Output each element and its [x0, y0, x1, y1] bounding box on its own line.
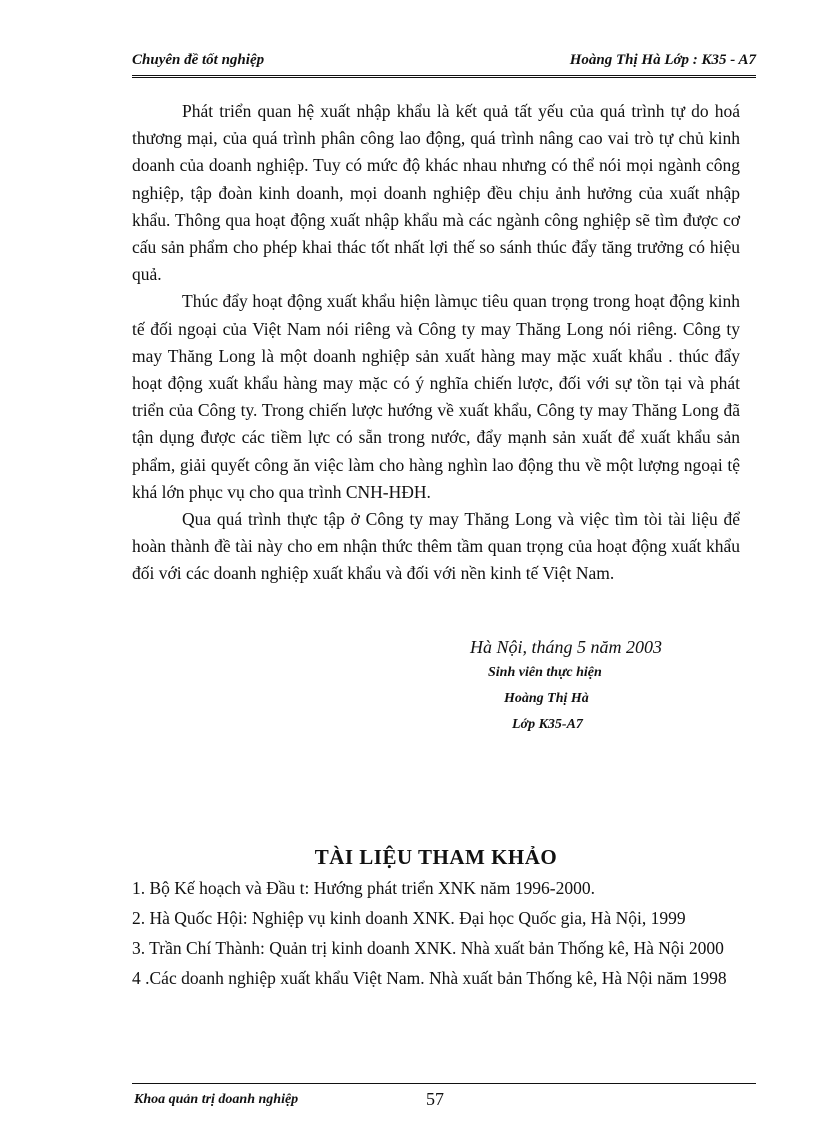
references-list	[132, 875, 740, 995]
body-text	[132, 98, 740, 588]
footer-department: Khoa quản trị doanh nghiệp	[134, 1092, 299, 1107]
header-author: Hoàng Thị Hà Lớp : K35 - A7	[569, 52, 756, 68]
header-divider	[132, 75, 756, 78]
references-title: TÀI LIỆU THAM KHẢO	[314, 845, 558, 869]
place-date: Hà Nội, tháng 5 năm 2003	[470, 637, 663, 657]
footer-divider	[132, 1083, 756, 1084]
reference-item: 1. Bộ Kế hoạch và Đầu t: Hướng phát triển XNK năm 1996-2000.	[132, 878, 595, 898]
reference-item: 2. Hà Quốc Hội: Nghiệp vụ kinh doanh XNK. Đại học Quốc gia, Hà Nội, 1999	[132, 908, 686, 928]
reference-item: 3. Trần Chí Thành: Quản trị kinh doanh XNK. Nhà xuất bản Thống kê, Hà Nội 2000	[132, 938, 724, 958]
signature-role: Sinh viên thực hiện	[488, 665, 602, 680]
page-number: 57	[426, 1089, 444, 1109]
signature-block	[440, 634, 740, 738]
header-title: Chuyên đề tốt nghiệp	[132, 52, 265, 68]
paragraph: Phát triển quan hệ xuất nhập khẩu là kết quả tất yếu của quá trình tự do hoá thương mại, của quá trình phân công lao động, quá trình nâng cao vai trò tự chủ kinh doanh của doanh nghiệp. Tuy có mức độ khác nhau nhưng có thể nói mọi ngành công nghiệp, tập đoàn kinh doanh, mọi doanh nghiệp đều chịu ảnh hưởng của xuất nhập khẩu. Thông qua hoạt động xuất nhập khẩu mà các ngành công nghiệp sẽ tìm được cơ cấu sản phẩm cho phép khai thác tốt nhất lợi thế so sánh thúc đẩy tăng trưởng có hiệu quả.	[132, 101, 740, 285]
paragraph: Qua quá trình thực tập ở Công ty may Thăng Long và việc tìm tòi tài liệu để hoàn thành đề tài này cho em nhận thức thêm tầm quan trọng của hoạt động xuất khẩu đối với các doanh nghiệp xuất khẩu và đối với nền kinh tế Việt Nam.	[132, 509, 740, 584]
signature-class: Lớp K35-A7	[512, 717, 583, 732]
page-header	[132, 50, 756, 74]
signature-name: Hoàng Thị Hà	[504, 691, 589, 706]
reference-item: 4 .Các doanh nghiệp xuất khẩu Việt Nam. Nhà xuất bản Thống kê, Hà Nội năm 1998	[132, 968, 727, 988]
paragraph: Thúc đẩy hoạt động xuất khẩu hiện làmục tiêu quan trọng trong hoạt động kinh tế đối ngoại của Việt Nam nói riêng và Công ty may Thăng Long nói riêng. Công ty may Thăng Long là một doanh nghiệp sản xuất hàng may mặc xuất khẩu . thúc đẩy hoạt động xuất khẩu hàng may mặc có ý nghĩa chiến lược, đối với sự tồn tại và phát triển của Công ty. Trong chiến lược hướng về xuất khẩu, Công ty may Thăng Long đã tận dụng được các tiềm lực có sẵn trong nước, đẩy mạnh sản xuất để xuất khẩu sản phẩm, giải quyết công ăn việc làm cho hàng nghìn lao động thu về một lượng ngoại tệ khá lớn phục vụ cho qua trình CNH-HĐH.	[132, 291, 740, 502]
